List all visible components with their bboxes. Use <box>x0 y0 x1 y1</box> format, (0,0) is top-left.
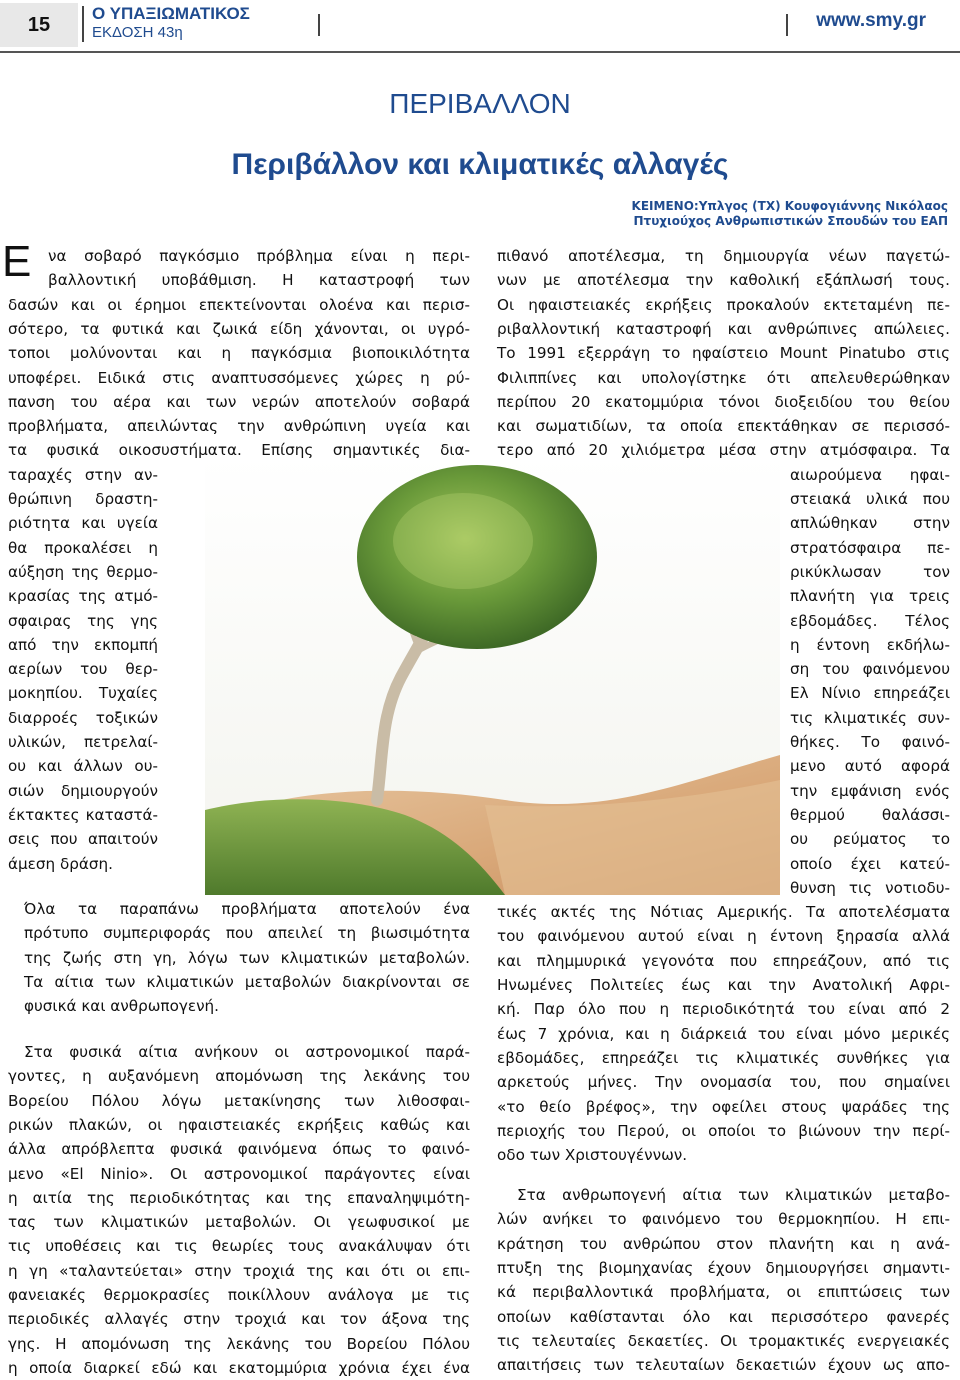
text-line: ρικύκλωσαν τον <box>790 562 950 581</box>
text-line: υλικών, πετρελαί- <box>8 733 158 751</box>
text-line: «το θείο βρέφος», την οφείλει στους ψαράδες της <box>497 1097 950 1116</box>
text-line: υποφέρει. Ειδικά στις αναπτυσσόμενες χώρες η ρύ- <box>8 368 470 387</box>
text-line: θυνση τις νοτιοδυ- <box>790 878 950 897</box>
text-line: Στα ανθρωπογενή αίτια των κλιματικών μεταβο- <box>517 1186 950 1204</box>
text-line: πιθανό αποτέλεσμα, τη δημιουργία νέων παγετώ- <box>497 247 950 265</box>
text-line: αερίων του θερ- <box>8 660 158 679</box>
text-line: φανειακές θερμοκρασίες ποικίλλουν ανάλογα με τις <box>8 1286 470 1304</box>
text-line: Στα φυσικά αίτια ανήκουν οι αστρονομικοί παρά- <box>24 1043 470 1061</box>
text-line: έκτακτες καταστά- <box>8 805 158 824</box>
text-line: Βορείου Πόλου λόγω μετακίνησης των λιθοσφαι- <box>8 1091 470 1110</box>
text-line: η αιτία της περιοδικότητας και της επαναληψιμότη- <box>8 1188 470 1207</box>
text-line: πανση του αέρα και των νερών αποτελούν σοβαρά <box>8 392 470 411</box>
text-line: κά περιβαλλοντικά προβλήματα, οι επιπτώσεις των <box>497 1283 950 1302</box>
issue-number: ΕΚΔΟΣΗ 43η <box>92 24 183 41</box>
text-line: πλανήτη για τρεις <box>790 587 950 606</box>
article-title: Περιβάλλον και κλιματικές αλλαγές <box>231 148 729 181</box>
text-line: Τα αίτια των κλιματικών μεταβολών διακρίνονται σε <box>24 972 470 991</box>
text-line: ση του φαινόμενου <box>790 660 950 679</box>
text-line: στρατόσφαιρα πε- <box>790 538 950 557</box>
text-line: λών ανήκει το φαινόμενο του θερμοκηπίου. Η επι- <box>497 1210 950 1229</box>
text-line: κή. Παρ όλο που η περιοδικότητά του είναι από 2 <box>497 1000 950 1019</box>
text-line: ταραχές στην αν- <box>8 465 158 484</box>
text-line: και πλημμυρικά γεγονότα που επηρεάζουν, από τις <box>497 951 950 970</box>
text-line: τας των κλιματικών μεταβολών. Οι γεωφυσικοί με <box>8 1213 470 1232</box>
text-line: σότερο, τα φυτικά και ζωικά είδη χάνονται, οι υγρό- <box>8 319 470 338</box>
text-line: απλώθηκαν στην <box>790 514 950 533</box>
article-credit <box>632 199 948 229</box>
text-line: αύξηση της θερμο- <box>8 562 158 581</box>
text-line: μενο «El Ninio». Οι αστρονομικοί παράγοντες είναι <box>8 1164 470 1183</box>
text-line: τις υποθέσεις και τις θεωρίες τους ανακάλυψαν ότι <box>8 1237 470 1256</box>
credit-author: ΚΕΙΜΕΝΟ:Υπλγος (ΤΧ) Κουφογιάννης Νικόλαος <box>631 199 948 213</box>
text-line: τοποι μολύνονται και η παγκόσμια βιοποικιλότητα <box>8 344 470 363</box>
text-line: ρικών πλακών, οι ηφαιστειακές εκρήξεις καθώς και <box>8 1115 470 1134</box>
text-line: απαιτήσεις των τελευταίων δεκαετιών έχουν ως απο- <box>497 1356 950 1375</box>
website-link[interactable]: www.smy.gr <box>816 10 926 31</box>
text-line: σφαιρας της γης <box>8 611 158 630</box>
text-line: η έντονη εκδήλω- <box>790 635 950 654</box>
text-line: της ζωής στη γη, λόγω των κλιματικών μεταβολών. <box>24 948 470 967</box>
text-line: δασών και οι έρημοι επεκτείνονται ολοένα και περισ- <box>8 295 470 314</box>
header-rule <box>0 51 960 53</box>
text-line: μοκηπίου. Τυχαίες <box>8 684 158 703</box>
text-line: τις κλιματικές συν- <box>790 708 950 727</box>
text-line: αρκετούς μήνες. Την ονομασία του, που σημαίνει <box>497 1073 950 1092</box>
page-number: 15 <box>0 3 78 47</box>
page-header <box>0 0 960 50</box>
text-line: ριότητα και υγεία <box>8 514 158 533</box>
text-line: εβδομάδες. Τέλος <box>790 611 950 630</box>
text-line: Φιλιππίνες και υπολογίστηκε ότι απελευθερώθηκαν <box>497 368 950 387</box>
text-line: του φαινόμενου αυτού είναι η έντονη ξηρασία αλλά <box>497 927 950 946</box>
text-line: βαλλοντική υποβάθμιση. Η καταστροφή των <box>48 271 470 290</box>
text-line: την εμφάνιση ενός <box>790 781 950 800</box>
text-line: οποίο έχει κατεύ- <box>790 854 950 873</box>
text-line: διαρροές τοξικών <box>8 708 158 727</box>
text-line: κράτηση του ανθρώπου στον πλανήτη και η ανά- <box>497 1234 950 1253</box>
text-line: τικές ακτές της Νότιας Αμερικής. Τα αποτελέσματα <box>497 903 950 922</box>
tree-in-desert-image <box>205 455 780 895</box>
credit-affiliation: Πτυχιούχος Ανθρωπιστικών Σπουδών του ΕΑΠ <box>633 214 948 228</box>
text-line: τα φυσικά οικοσυστήματα. Επίσης σημαντικές δια- <box>8 441 470 460</box>
text-line: άλλα απρόβλεπτα φυσικά φαινόμενα όπως το φαινό- <box>8 1140 470 1159</box>
text-line: η οποία διαρκεί εδώ και εκατομμύρια χρόνια έχει ένα <box>8 1358 470 1377</box>
header-divider <box>786 14 788 36</box>
text-line: εβδομάδες, επηρεάζει τις κλιματικές συνθήκες για <box>497 1048 950 1067</box>
text-line: άμεση δράση. <box>8 854 113 873</box>
text-line: θήκες. Το φαινό- <box>790 733 950 751</box>
text-line: Ηνωμένες Πολιτείες έως και την Ανατολική Αφρι- <box>497 976 950 994</box>
text-line: στειακά υλικά που <box>790 490 950 508</box>
text-line: και σωματιδίων, τα οποία επεκτάθηκαν σε περισσό- <box>497 417 950 436</box>
text-line: περιοδικές αλλαγές στην τροχιά και τον άξονα της <box>8 1310 470 1329</box>
section-title: ΠΕΡΙΒΑΛΛΟΝ <box>389 88 571 119</box>
text-line: περίπου 20 εκατομμύρια τόνοι διοξειδίου του θείου <box>497 392 950 411</box>
text-line: ου ρεύματος το <box>790 830 950 849</box>
text-line: ριβαλλοντική καταστροφή και ανθρώπινες απώλειες. <box>497 319 950 338</box>
text-line: οδο των Χριστουγέννων. <box>497 1146 688 1165</box>
text-line: γοντες, η αυξανόμενη απομόνωση της λεκάνης του <box>8 1067 470 1086</box>
text-line: οποίων καθίστανται όλο και περισσότερο φανερές <box>497 1307 950 1326</box>
text-line: ου και άλλων ου- <box>8 757 158 776</box>
drop-cap: Ε <box>2 237 32 286</box>
text-line: θρώπινη δραστη- <box>8 490 158 508</box>
text-line: Όλα τα παραπάνω προβλήματα αποτελούν ένα <box>24 900 470 918</box>
header-divider <box>318 14 320 36</box>
text-line: γης. Η απομόνωση της λεκάνης του Βορείου Πόλου <box>8 1334 470 1353</box>
text-line: τερο από 20 χιλιόμετρα μέσα στην ατμόσφαιρα. Τα <box>497 441 950 460</box>
text-line: αιωρούμενα ηφαι- <box>790 465 950 484</box>
text-line: περιοχής του Περού, οι οποίοι το βιώνουν την περί- <box>497 1121 950 1140</box>
text-line: νων με αποτέλεσμα την καθολική εξάπλωσή τους. <box>497 271 950 290</box>
text-line: από την εκπομπή <box>8 635 158 654</box>
text-line: μενο αυτό αφορά <box>790 757 950 776</box>
text-line: θα προκαλέσει η <box>8 538 158 557</box>
magazine-name: Ο ΥΠΑΞΙΩΜΑΤΙΚΟΣ <box>92 4 250 23</box>
text-line: κρασίας της ατμό- <box>8 587 158 606</box>
text-line: φυσικά και ανθρωπογενή. <box>24 997 220 1016</box>
text-line: σιών δημιουργούν <box>8 781 158 800</box>
text-line: Οι ηφαιστειακές εκρήξεις προκαλούν εκτεταμένη πε- <box>497 295 950 314</box>
text-line: Ελ Νίνιο επηρεάζει <box>790 684 950 703</box>
text-line: η γη «ταλαντεύεται» στην τροχιά της και ότι οι επι- <box>8 1261 470 1280</box>
text-line: έως 7 χρόνια, και η διάρκειά του είναι μόνο μερικές <box>497 1024 950 1043</box>
text-line: θερμού θαλάσσι- <box>790 805 950 824</box>
text-line: σεις που απαιτούν <box>8 830 158 849</box>
text-line: Το 1991 εξερράγη το ηφαίστειο Mount Pinatubo στις <box>497 344 950 363</box>
header-divider <box>82 6 84 42</box>
text-line: να σοβαρό παγκόσμιο πρόβλημα είναι η περι- <box>48 247 470 265</box>
text-line: πτυξη της βιομηχανίας έχουν δημιουργήσει σημαντι- <box>497 1258 950 1277</box>
text-line: πρότυπο συμπεριφοράς που απειλεί τη βιωσιμότητα <box>24 924 470 943</box>
text-line: τις τελευταίες δεκαετίες. Οι τρομακτικές ενεργειακές <box>497 1331 950 1350</box>
text-line: προβλήματα, απειλώντας την ανθρώπινη υγεία και <box>8 417 470 436</box>
